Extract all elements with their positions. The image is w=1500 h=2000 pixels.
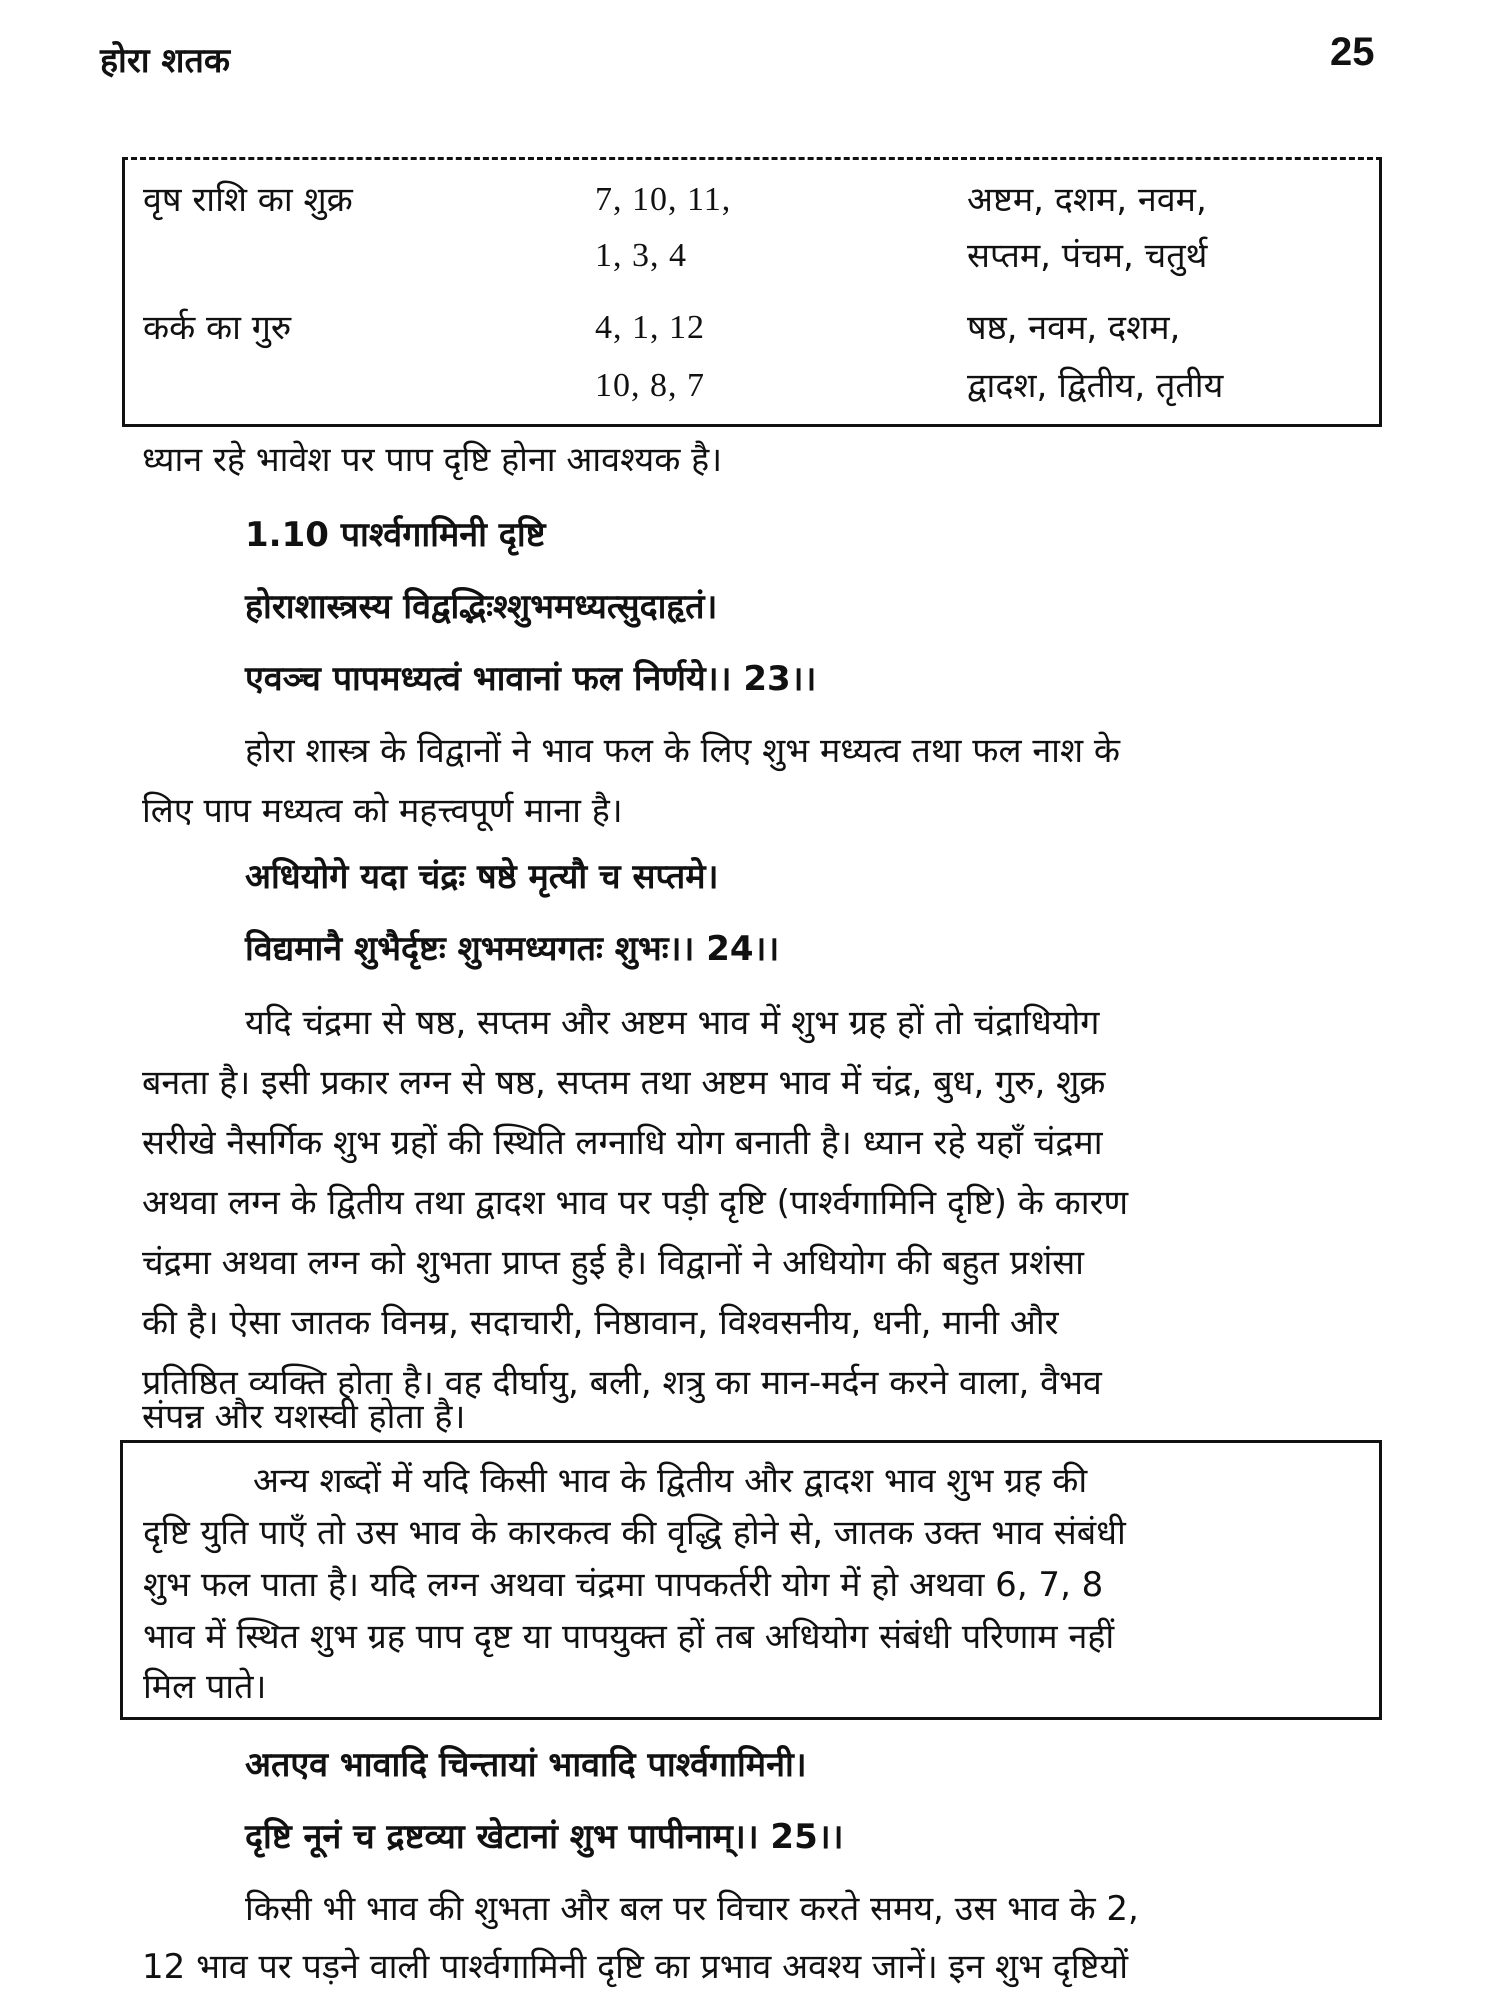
- paragraph-2-line: संपन्न और यशस्वी होता है।: [142, 1397, 466, 1437]
- paragraph-2-line: प्रतिष्ठित व्यक्ति होता है। वह दीर्घायु, बली, शत्रु का मान-मर्दन करने वाला, वैभव: [142, 1363, 1102, 1403]
- paragraph-3-line-2: 12 भाव पर पड़ने वाली पार्श्वगामिनी दृष्टि का प्रभाव अवश्य जानें। इन शुभ दृष्टियों: [142, 1947, 1129, 1987]
- note-box-line: दृष्टि युति पाएँ तो उस भाव के कारकत्व की वृद्धि होने से, जातक उक्त भाव संबंधी: [143, 1513, 1126, 1553]
- verse-24-line-1: अधियोगे यदा चंद्रः षष्ठे मृत्यौ च सप्तमे।: [245, 857, 719, 897]
- paragraph-2-line: सरीखे नैसर्गिक शुभ ग्रहों की स्थिति लग्नाधि योग बनाती है। ध्यान रहे यहाँ चंद्रमा: [142, 1123, 1103, 1163]
- aspect-table: [122, 157, 1382, 427]
- table-row-2-houses-2: 10, 8, 7: [595, 367, 705, 404]
- section-heading: 1.10 पार्श्वगामिनी दृष्टि: [245, 515, 546, 555]
- table-row-1-planet: वृष राशि का शुक्र: [143, 180, 353, 220]
- table-row-2-houses-1: 4, 1, 12: [595, 309, 705, 346]
- table-row-1-houses-2: 1, 3, 4: [595, 237, 687, 274]
- paragraph-2-line: की है। ऐसा जातक विनम्र, सदाचारी, निष्ठावान, विश्वसनीय, धनी, मानी और: [142, 1303, 1059, 1343]
- note-box-line: भाव में स्थित शुभ ग्रह पाप दृष्ट या पापयुक्त हों तब अधियोग संबंधी परिणाम नहीं: [143, 1617, 1115, 1657]
- paragraph-2-line: बनता है। इसी प्रकार लग्न से षष्ठ, सप्तम तथा अष्टम भाव में चंद्र, बुध, गुरु, शुक्र: [142, 1063, 1106, 1103]
- note-box-line: मिल पाते।: [143, 1667, 267, 1707]
- verse-25-line-1: अतएव भावादि चिन्तायां भावादि पार्श्वगामिनी।: [245, 1745, 807, 1785]
- table-row-1-houses-1: 7, 10, 11,: [595, 181, 732, 218]
- paragraph-2-line: यदि चंद्रमा से षष्ठ, सप्तम और अष्टम भाव में शुभ ग्रह हों तो चंद्राधियोग: [245, 1003, 1100, 1043]
- paragraph-2-line: अथवा लग्न के द्वितीय तथा द्वादश भाव पर पड़ी दृष्टि (पार्श्वगामिनि दृष्टि) के कारण: [142, 1183, 1129, 1223]
- paragraph-3-line-1: किसी भी भाव की शुभता और बल पर विचार करते समय, उस भाव के 2,: [245, 1889, 1139, 1929]
- page-number: 25: [1330, 30, 1375, 74]
- verse-23-line-2: एवञ्च पापमध्यत्वं भावानां फल निर्णये।। 23।।: [245, 659, 817, 699]
- paragraph-1-line-2: लिए पाप मध्यत्व को महत्त्वपूर्ण माना है।: [142, 791, 623, 831]
- note-box-line: अन्य शब्दों में यदि किसी भाव के द्वितीय और द्वादश भाव शुभ ग्रह की: [253, 1461, 1088, 1501]
- verse-25-line-2: दृष्टि नूनं च द्रष्टव्या खेटानां शुभ पापीनाम्।। 25।।: [245, 1817, 844, 1857]
- verse-23-line-1: होराशास्त्रस्य विद्वद्भिःश्शुभमध्यत्सुदाहृतं।: [245, 587, 718, 627]
- note-box-line: शुभ फल पाता है। यदि लग्न अथवा चंद्रमा पापकर्तरी योग में हो अथवा 6, 7, 8: [143, 1565, 1104, 1605]
- table-row-2-planet: कर्क का गुरु: [143, 308, 292, 348]
- table-row-1-names-1: अष्टम, दशम, नवम,: [967, 180, 1207, 220]
- note-after-table: ध्यान रहे भावेश पर पाप दृष्टि होना आवश्यक है।: [142, 440, 723, 480]
- verse-24-line-2: विद्यमानै शुभैर्दृष्टः शुभमध्यगतः शुभः।। 24।।: [245, 929, 780, 969]
- paragraph-2-line: चंद्रमा अथवा लग्न को शुभता प्राप्त हुई है। विद्वानों ने अधियोग की बहुत प्रशंसा: [142, 1243, 1084, 1283]
- paragraph-1-line-1: होरा शास्त्र के विद्वानों ने भाव फल के लिए शुभ मध्यत्व तथा फल नाश के: [245, 731, 1121, 771]
- table-row-2-names-1: षष्ठ, नवम, दशम,: [967, 308, 1181, 348]
- table-row-2-names-2: द्वादश, द्वितीय, तृतीय: [967, 366, 1224, 406]
- running-header-title: होरा शतक: [100, 41, 231, 81]
- highlight-note-box: [120, 1440, 1382, 1720]
- table-row-1-names-2: सप्तम, पंचम, चतुर्थ: [967, 236, 1208, 276]
